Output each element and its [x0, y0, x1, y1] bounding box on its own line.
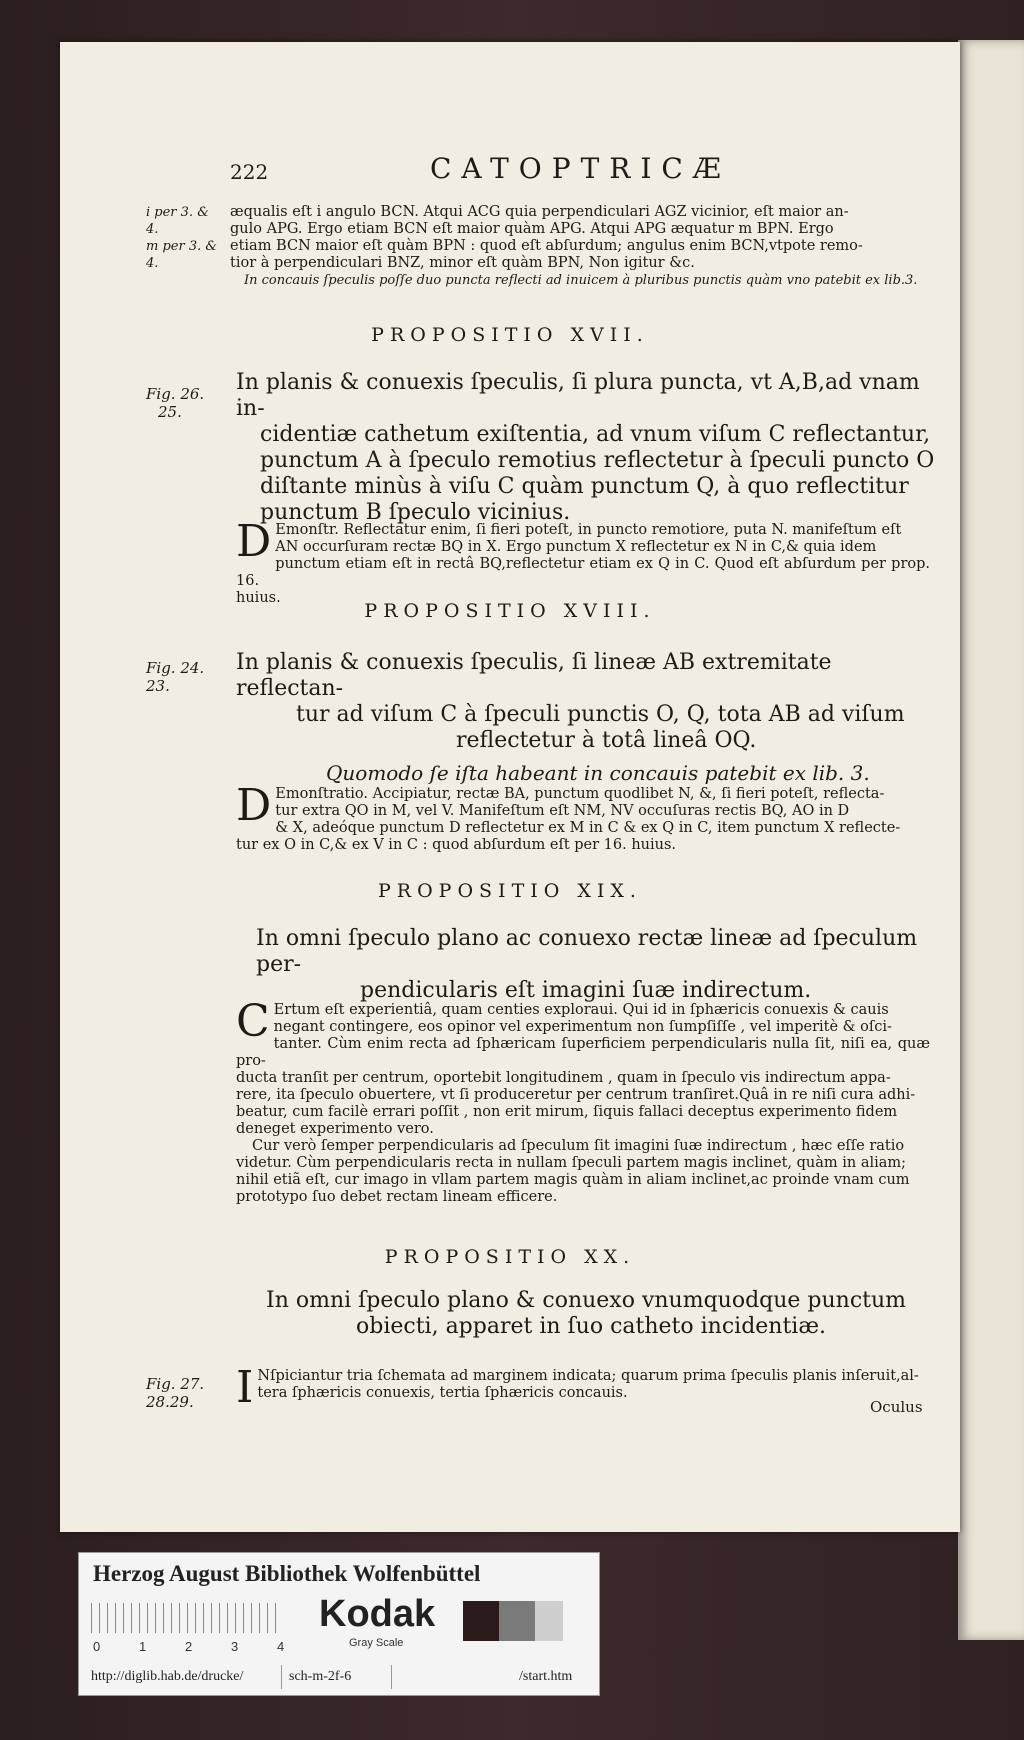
text-line: In planis & conuexis ſpeculis, ſi lineæ AB extremitate reflectan-	[236, 650, 832, 701]
facing-page-edge	[958, 40, 1024, 1640]
text-line: tior à perpendiculari BNZ, minor eſt quàm BPN, Non igitur &c.	[230, 255, 695, 271]
library-name: Herzog August Bibliothek Wolfenbüttel	[93, 1561, 481, 1586]
proposition-enunciation	[236, 370, 936, 526]
text-line: prototypo ſuo debet rectam lineam efficere.	[236, 1189, 558, 1205]
text-line: huius.	[236, 590, 281, 606]
margin-note: 4.	[146, 256, 159, 271]
text-line: punctum B ſpeculo vicinius.	[260, 500, 571, 525]
drop-cap: D	[236, 780, 272, 831]
text-line: In omni ſpeculo plano ac conuexo rectæ lineæ ad ſpeculum per-	[256, 926, 918, 977]
kodak-logo: Kodak	[319, 1593, 436, 1635]
proposition-enunciation	[256, 926, 946, 1004]
proposition-heading: PROPOSITIO XIX.	[378, 880, 642, 902]
ruler-number: 2	[185, 1639, 193, 1654]
running-title: CATOPTRICÆ	[430, 152, 731, 185]
catchword: Oculus	[870, 1398, 923, 1416]
demonstration	[236, 780, 930, 854]
margin-note: m per 3. &	[146, 239, 217, 254]
page-number: 222	[230, 160, 269, 184]
figure-reference: 25.	[158, 403, 182, 421]
text-line: reflectetur à totâ lineâ OQ.	[456, 728, 757, 753]
margin-note: 4.	[146, 222, 159, 237]
ruler-number: 3	[231, 1639, 239, 1654]
text-block	[230, 204, 930, 289]
proposition-heading: PROPOSITIO XVIII.	[364, 600, 656, 622]
proposition-heading: PROPOSITIO XX.	[384, 1246, 636, 1268]
demonstration	[236, 996, 930, 1206]
text-line: Emonſtratio. Accipiatur, rectæ BA, punctum quodlibet N, &, ſi fieri poteſt, reflecta-	[275, 786, 885, 802]
divider	[391, 1665, 392, 1689]
url-suffix: /start.htm	[519, 1669, 573, 1684]
text-line: tanter. Cùm enim recta ad ſphæricam ſuperficiem perpendicularis nulla ſit, niſi ea, quæ pro-	[236, 1036, 930, 1069]
italic-note: In concauis ſpeculis poſſe duo puncta reflecti ad inuicem à pluribus punctis quàm vno patebit ex lib.3.	[244, 273, 918, 288]
drop-cap: D	[236, 516, 272, 567]
text-line: ducta tranſit per centrum, oportebit longitudinem , quam in ſpeculo vis indirectum appa-	[236, 1070, 891, 1086]
text-line: deneget experimento vero.	[236, 1121, 434, 1137]
text-line: AN occurſuram rectæ BQ in X. Ergo punctum X reflectetur ex N in C,& quia idem	[275, 539, 877, 555]
text-line: tera ſphæricis conuexis, tertia ſphæricis concauis.	[257, 1385, 628, 1401]
gray-scale-label: Gray Scale	[349, 1637, 404, 1649]
ruler-scale	[91, 1603, 281, 1633]
drop-cap: C	[236, 996, 270, 1047]
gray-patch-light	[535, 1601, 563, 1641]
gray-patch-mid	[499, 1601, 535, 1641]
margin-note: i per 3. &	[146, 205, 209, 220]
text-line: æqualis eſt i angulo BCN. Atqui ACG quia perpendiculari AGZ vicinior, eſt maior an-	[230, 204, 849, 220]
text-line: pendicularis eſt imagini ſuæ indirectum.	[360, 978, 812, 1003]
ruler-number: 4	[277, 1639, 285, 1654]
figure-reference: Fig. 27.	[146, 1375, 205, 1393]
archive-label-card	[78, 1552, 600, 1696]
text-line: Cur verò ſemper perpendicularis ad ſpeculum ſit imagini ſuæ indirectum , hæc eſſe ratio	[252, 1138, 905, 1154]
text-line: punctum etiam eſt in rectâ BQ,reflectetur etiam ex Q in C. Quod eſt abſurdum per prop. 16.	[236, 556, 930, 589]
text-line: etiam BCN maior eſt quàm BPN : quod eſt abſurdum; angulus enim BCN,vtpote remo-	[230, 238, 863, 254]
text-line: negant contingere, eos opinor vel experimentum non ſumpſiſſe , vel imperitè & oſci-	[273, 1019, 892, 1035]
url-prefix: http://diglib.hab.de/drucke/	[91, 1669, 244, 1684]
text-line: videtur. Cùm perpendicularis recta in nullam ſpeculi partem magis inclinet, quàm in aliam;	[236, 1155, 907, 1171]
figure-reference: Fig. 24.	[146, 659, 205, 677]
text-line: Ertum eſt experientiâ, quam centies exploraui. Qui id in ſphæricis conuexis & cauis	[273, 1002, 889, 1018]
book-page	[60, 42, 960, 1532]
text-line: In omni ſpeculo plano & conuexo vnumquodque punctum	[266, 1288, 907, 1313]
text-line: obiecti, apparet in ſuo catheto incidentiæ.	[356, 1314, 827, 1339]
ruler-number: 0	[93, 1639, 101, 1654]
text-line: Emonſtr. Reflectatur enim, ſi fieri poteſt, in puncto remotiore, puta N. manifeſtum eſt	[275, 522, 902, 538]
text-line: punctum A à ſpeculo remotius reflectetur à ſpeculi puncto O	[260, 448, 935, 473]
shelfmark: sch-m-2f-6	[289, 1669, 352, 1684]
text-line: tur ex O in C,& ex V in C : quod abſurdum eſt per 16. huius.	[236, 837, 677, 853]
proposition-enunciation	[236, 650, 936, 786]
italic-note: Quomodo ſe iſta habeant in concauis patebit ex lib. 3.	[326, 761, 870, 785]
figure-reference: 23.	[146, 677, 170, 695]
text-line: nihil etiã eſt, cur imago in vllam partem magis quàm in aliam inclinet,ac proinde vnam cum	[236, 1172, 910, 1188]
proposition-heading: PROPOSITIO XVII.	[371, 324, 649, 346]
text-line: tur ad viſum C à ſpeculi punctis O, Q, tota AB ad viſum	[296, 702, 905, 727]
divider	[281, 1665, 282, 1689]
text-line: In planis & conuexis ſpeculis, ſi plura puncta, vt A,B,ad vnam in-	[236, 370, 920, 421]
ruler-number: 1	[139, 1639, 147, 1654]
text-line: gulo APG. Ergo etiam BCN eſt maior quàm APG. Atqui APG æquatur m BPN. Ergo	[230, 221, 834, 237]
figure-reference: Fig. 26.	[146, 385, 205, 403]
gray-patch-dark	[463, 1601, 499, 1641]
text-line: diſtante minùs à viſu C quàm punctum Q, à quo reflectitur	[260, 474, 909, 499]
text-line: rere, ita ſpeculo obuertere, vt ſi produceretur per centrum tranſiret.Quâ in re niſi cura adhi-	[236, 1087, 916, 1103]
text-line: Nſpiciantur tria ſchemata ad marginem indicata; quarum prima ſpeculis planis inſeruit,al-	[257, 1368, 919, 1384]
figure-reference: 28.29.	[146, 1393, 194, 1411]
text-line: beatur, cum facilè errari poſſit , non erit mirum, ſiquis fallaci deceptus experimento fidem	[236, 1104, 898, 1120]
text-line: & X, adeóque punctum D reflectetur ex M in C & ex Q in C, item punctum X reflecte-	[275, 820, 901, 836]
text-line: cidentiæ cathetum exiſtentia, ad vnum viſum C reflectantur,	[260, 422, 931, 447]
proposition-enunciation	[256, 1288, 946, 1340]
text-line: tur extra QO in M, vel V. Manifeſtum eſt NM, NV occuſuras rectis BQ, AO in D	[275, 803, 850, 819]
drop-cap: I	[236, 1362, 254, 1413]
demonstration	[236, 516, 930, 607]
